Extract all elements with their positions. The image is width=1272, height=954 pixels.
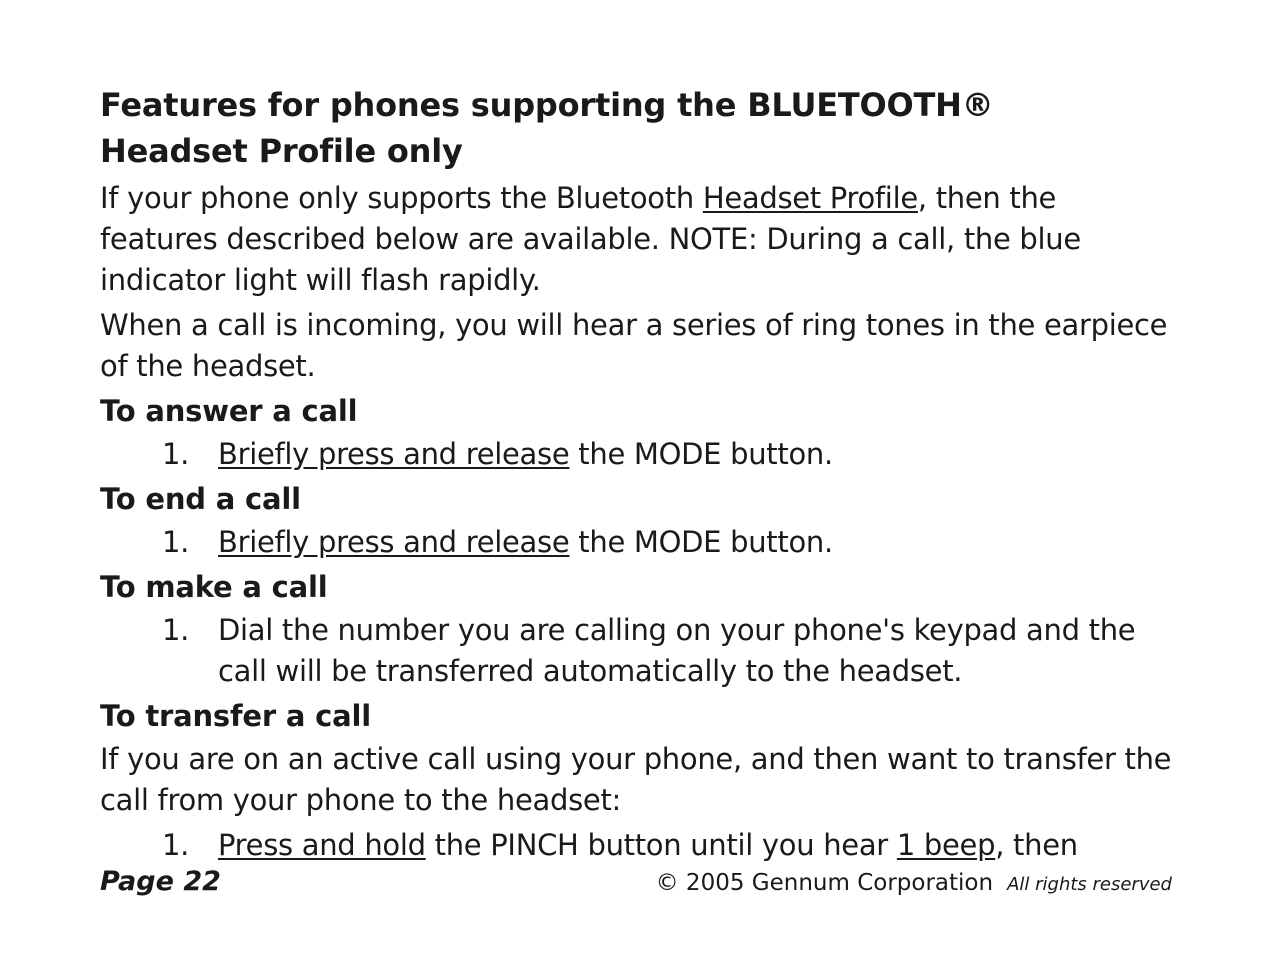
make-step-1 — [100, 610, 1180, 692]
transfer-step-1 — [100, 825, 1180, 866]
end-call-heading: To end a call — [100, 482, 301, 516]
step-number: 1. — [162, 828, 190, 862]
step-middle: the PINCH button until you hear — [425, 828, 897, 862]
answer-call-heading: To answer a call — [100, 394, 358, 428]
end-step-1 — [100, 522, 1180, 563]
page-title — [100, 82, 1180, 174]
title-line-1: Features for phones supporting the BLUETOOTH® — [100, 86, 994, 124]
transfer-call-heading: To transfer a call — [100, 699, 371, 733]
intro-text-start: If your phone only supports the Bluetooth — [100, 181, 703, 215]
answer-step-1 — [100, 434, 1180, 475]
intro-paragraph — [100, 178, 1180, 301]
incoming-call-paragraph: When a call is incoming, you will hear a series of ring tones in the earpiece of the headset. — [100, 308, 1168, 383]
copyright-text: © 2005 Gennum Corporation — [655, 870, 994, 896]
intro-text-end: , then the features described below are available. NOTE: During a call, the blue indicator light will flash rapidly. — [100, 181, 1081, 297]
step-text: Dial the number you are calling on your phone's keypad and the call will be transferred automatically to the headset. — [218, 613, 1136, 688]
step-number: 1. — [162, 525, 190, 559]
step-text — [218, 522, 1180, 563]
step-rest: the MODE button. — [569, 437, 833, 471]
step-text — [218, 825, 1180, 866]
transfer-intro-paragraph: If you are on an active call using your phone, and then want to transfer the call from your phone to the headset: — [100, 742, 1172, 817]
step-action: Briefly press and release — [218, 525, 570, 559]
step-action: Press and hold — [218, 828, 426, 862]
copyright-notice — [656, 870, 1172, 896]
step-rest: , then — [995, 828, 1078, 862]
step-action: Briefly press and release — [218, 437, 570, 471]
headset-profile-term: Headset Profile — [702, 181, 918, 215]
step-number: 1. — [162, 613, 190, 647]
step-rest: the MODE button. — [569, 525, 833, 559]
title-line-2: Headset Profile only — [100, 132, 463, 170]
make-call-heading: To make a call — [100, 570, 328, 604]
page-number: Page 22 — [100, 866, 221, 897]
document-page — [100, 82, 1180, 870]
step-number: 1. — [162, 437, 190, 471]
beep-term: 1 beep — [896, 828, 996, 862]
page-footer — [100, 866, 1172, 897]
step-text — [218, 434, 1180, 475]
rights-reserved: All rights reserved — [1007, 874, 1172, 895]
